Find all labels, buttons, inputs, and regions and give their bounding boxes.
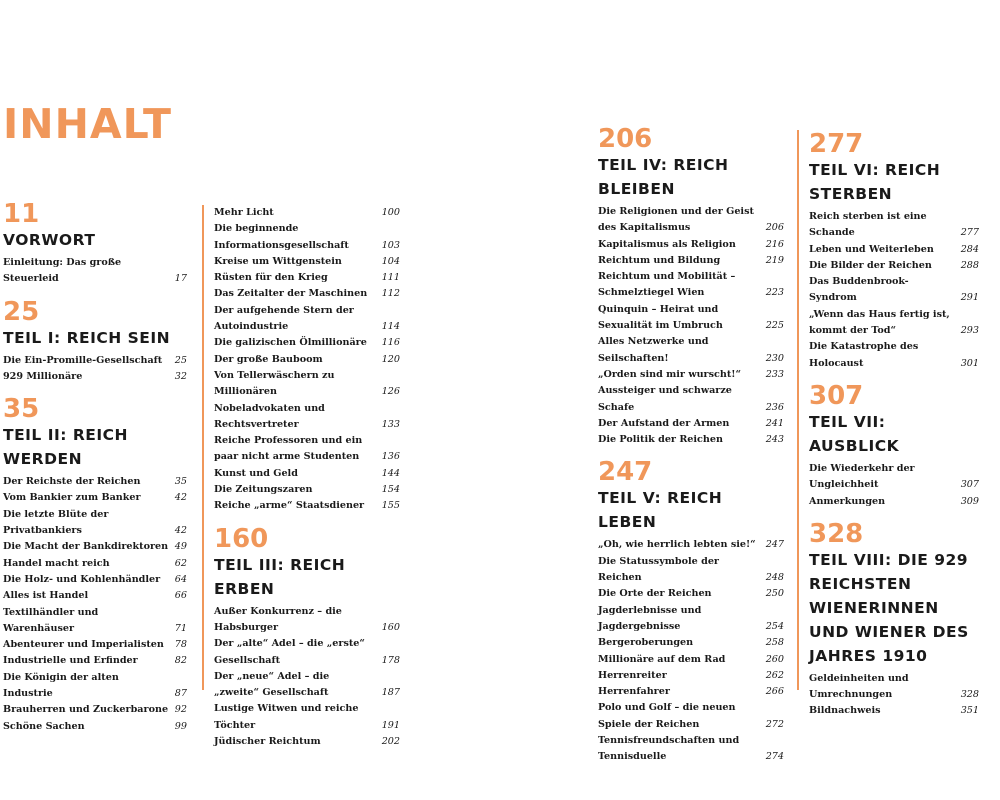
toc-entry-title: Die galizischen Ölmillionäre — [214, 337, 367, 349]
toc-entry-page: 293 — [960, 325, 979, 337]
toc-entry-title: Das Buddenbrook-Syndrom — [809, 276, 909, 304]
toc-entry-page: 216 — [765, 238, 784, 250]
toc-entry-page: 100 — [381, 207, 400, 218]
toc-entry-title: Die Wiederkehr der Ungleichheit — [809, 462, 915, 491]
toc-entry-page: 250 — [765, 588, 784, 600]
section-title: TEIL V: REICH LEBEN — [598, 489, 723, 532]
toc-entry-page: 219 — [765, 254, 784, 266]
toc-entry-title: 929 Millionäre — [3, 370, 83, 382]
toc-entry-page: 99 — [174, 720, 187, 732]
toc-entry-title: Das Zeitalter der Maschinen — [214, 288, 368, 300]
toc-entry[interactable] — [3, 255, 187, 288]
toc-entry-title: Jagderlebnisse und Jagdergebnisse — [598, 604, 702, 632]
toc-entry-page: 17 — [174, 273, 187, 285]
toc-section — [3, 200, 187, 288]
toc-entry-page: 241 — [765, 417, 784, 429]
toc-entry[interactable] — [3, 670, 187, 703]
section-page-number: 25 — [3, 296, 40, 327]
section-title: TEIL II: REICH WERDEN — [3, 426, 128, 469]
toc-entry-title: Herrenfahrer — [598, 686, 670, 698]
toc-column-1 — [3, 200, 187, 745]
toc-entry-page: 262 — [765, 669, 784, 681]
toc-entry[interactable] — [598, 586, 784, 602]
toc-entry-title: Anmerkungen — [809, 495, 886, 507]
section-title: TEIL VI: REICH STERBEN — [809, 161, 941, 203]
toc-section — [809, 382, 979, 510]
toc-entry-title: Der große Bauboom — [214, 353, 323, 365]
toc-entry[interactable] — [214, 221, 400, 254]
toc-entry-page: 258 — [765, 637, 784, 649]
toc-entry[interactable] — [3, 556, 187, 572]
toc-entry-page: 62 — [174, 557, 187, 569]
toc-entry[interactable] — [598, 253, 784, 269]
toc-section — [214, 205, 400, 515]
toc-entry[interactable] — [598, 383, 784, 416]
toc-entry[interactable] — [598, 684, 784, 700]
toc-entry[interactable] — [3, 653, 187, 669]
toc-entry-title: Der aufgehende Stern der Autoindustrie — [214, 304, 354, 333]
toc-entry[interactable] — [598, 367, 784, 383]
toc-entry-title: Kreise um Wittgenstein — [214, 255, 342, 267]
toc-entry-title: Leben und Weiterleben — [809, 243, 934, 255]
toc-entry[interactable] — [214, 368, 400, 401]
toc-entry-title: Lustige Witwen und reiche Töchter — [214, 703, 359, 731]
toc-entry-title: Herrenreiter — [598, 669, 667, 681]
toc-column-4 — [797, 129, 979, 717]
toc-entry[interactable] — [3, 539, 187, 555]
toc-entry-page: 274 — [765, 751, 784, 763]
toc-entry[interactable] — [598, 554, 784, 587]
toc-entry[interactable] — [214, 482, 400, 498]
toc-entry[interactable] — [598, 652, 784, 668]
toc-entry[interactable] — [809, 307, 979, 340]
toc-entry[interactable] — [809, 703, 979, 719]
toc-entry-title: Die Zeitungszaren — [214, 484, 313, 496]
toc-entry[interactable] — [214, 734, 400, 750]
toc-entry-page: 111 — [381, 272, 400, 284]
toc-entry-title: Außer Konkurrenz – die Habsburger — [214, 605, 342, 633]
toc-entry-page: 112 — [381, 288, 400, 300]
toc-entry-page: 155 — [381, 500, 400, 512]
toc-entry-title: Die Orte der Reichen — [598, 588, 712, 600]
toc-entry-page: 92 — [174, 704, 187, 716]
toc-entry-title: Der Aufstand der Armen — [598, 417, 730, 429]
toc-entry-page: 225 — [765, 320, 784, 332]
toc-section — [809, 520, 979, 720]
toc-entry-page: 42 — [174, 525, 187, 537]
toc-entry[interactable] — [598, 668, 784, 684]
toc-entry-title: Bergeroberungen — [598, 637, 694, 649]
toc-entry-title: Die Königin der alten Industrie — [3, 671, 119, 700]
toc-entry[interactable] — [3, 719, 187, 735]
toc-entry[interactable] — [809, 274, 979, 307]
toc-entry[interactable] — [598, 416, 784, 432]
toc-section — [3, 298, 187, 386]
toc-entry-page: 104 — [381, 255, 400, 267]
toc-entry-page: 206 — [765, 222, 784, 234]
toc-entry[interactable] — [3, 637, 187, 653]
toc-entry-page: 260 — [765, 653, 784, 665]
toc-entry-title: Polo und Golf – die neuen Spiele der Reichen — [598, 702, 736, 730]
section-title: TEIL I: REICH SEIN — [3, 328, 171, 347]
toc-entry-title: Kunst und Geld — [214, 467, 298, 479]
toc-entry[interactable] — [598, 733, 784, 766]
toc-entry-title: Reichtum und Bildung — [598, 254, 721, 266]
toc-entry[interactable] — [809, 671, 979, 704]
toc-entry-title: Der „neue“ Adel – die „zweite“ Gesellschaft — [214, 670, 330, 699]
toc-entry-title: Schöne Sachen — [3, 720, 85, 732]
toc-entry[interactable] — [214, 604, 400, 637]
toc-entry-title: Abenteurer und Imperialisten — [3, 639, 164, 651]
toc-entry[interactable] — [809, 339, 979, 372]
toc-entry-title: Industrielle und Erfinder — [3, 655, 138, 667]
toc-section — [598, 125, 784, 448]
toc-entry-title: Die Statussymbole der Reichen — [598, 555, 719, 584]
section-page-number: 277 — [809, 129, 864, 159]
toc-entry-title: „Orden sind mir wurscht!“ — [598, 368, 741, 380]
toc-entry[interactable] — [598, 635, 784, 651]
toc-entry-page: 223 — [765, 287, 784, 299]
toc-entry-page: 266 — [765, 686, 784, 698]
toc-entry-title: „Oh, wie herrlich lebten sie!“ — [598, 539, 756, 551]
toc-entry[interactable] — [809, 494, 979, 510]
section-page-number: 247 — [598, 457, 653, 488]
toc-entry-page: 301 — [960, 357, 979, 369]
toc-entry-title: Die Katastrophe des Holocaust — [809, 341, 919, 369]
toc-entry-title: Tennisfreundschaften und Tennisduelle — [598, 735, 740, 763]
toc-entry-page: 120 — [381, 353, 400, 365]
toc-entry-title: Der Reichste der Reichen — [3, 476, 141, 488]
toc-section — [809, 130, 979, 372]
toc-entry-title: Rüsten für den Krieg — [214, 272, 328, 284]
toc-entry[interactable] — [809, 258, 979, 274]
toc-entry-page: 144 — [381, 467, 400, 479]
toc-entry-title: Einleitung: Das große Steuerleid — [3, 257, 122, 285]
toc-entry-page: 42 — [174, 492, 187, 504]
toc-entry[interactable] — [3, 605, 187, 638]
toc-entry[interactable] — [214, 433, 400, 466]
toc-entry-title: Handel macht reich — [3, 557, 110, 569]
section-page-number: 11 — [3, 199, 40, 229]
toc-entry-page: 133 — [381, 418, 400, 430]
toc-entry-title: Alles ist Handel — [3, 590, 89, 602]
toc-entry-page: 87 — [174, 688, 187, 700]
toc-entry[interactable] — [214, 636, 400, 669]
toc-entry-title: Quinquin – Heirat und Sexualität im Umbruch — [598, 303, 723, 332]
toc-entry-page: 243 — [765, 434, 784, 446]
toc-entry[interactable] — [214, 286, 400, 302]
section-title: TEIL IV: REICH BLEIBEN — [598, 156, 729, 198]
toc-entry[interactable] — [598, 204, 784, 237]
toc-entry[interactable] — [214, 303, 400, 336]
toc-entry-title: Der „alte“ Adel – die „erste“ Gesellschaft — [214, 638, 365, 666]
toc-entry-title: Alles Netzwerke und Seilschaften! — [598, 336, 709, 364]
toc-entry-title: Brauherren und Zuckerbarone — [3, 704, 169, 716]
toc-entry-page: 309 — [960, 495, 979, 507]
toc-entry[interactable] — [214, 401, 400, 434]
toc-entry-page: 277 — [960, 227, 979, 239]
toc-entry-title: Die Ein-Promille-Gesellschaft — [3, 354, 163, 366]
toc-entry-title: Die Macht der Bankdirektoren — [3, 541, 169, 553]
toc-entry-page: 64 — [174, 573, 187, 585]
toc-entry-page: 248 — [765, 572, 784, 584]
toc-entry-page: 202 — [381, 736, 400, 748]
section-page-number: 328 — [809, 518, 864, 549]
toc-entry-page: 291 — [960, 292, 979, 304]
toc-entry[interactable] — [214, 466, 400, 482]
toc-entry-page: 191 — [381, 719, 400, 731]
toc-entry[interactable] — [3, 474, 187, 490]
toc-entry-page: 254 — [765, 620, 784, 632]
toc-entry-page: 78 — [174, 639, 187, 651]
toc-entry-title: Mehr Licht — [214, 207, 274, 218]
toc-entry[interactable] — [214, 335, 400, 351]
toc-entry[interactable] — [214, 669, 400, 702]
toc-entry[interactable] — [598, 537, 784, 553]
toc-entry-title: Reich sterben ist eine Schande — [809, 211, 927, 239]
toc-entry[interactable] — [3, 369, 187, 385]
toc-entry[interactable] — [598, 603, 784, 636]
toc-entry-page: 328 — [960, 689, 979, 701]
toc-entry-title: Nobeladvokaten und Rechtsvertreter — [214, 402, 325, 430]
toc-entry-page: 187 — [381, 687, 400, 699]
toc-entry[interactable] — [214, 254, 400, 270]
toc-entry-page: 32 — [174, 370, 187, 382]
toc-entry-page: 236 — [765, 401, 784, 413]
toc-entry-page: 272 — [765, 718, 784, 730]
toc-entry-title: Reichtum und Mobilität – Schmelztiegel Wien — [598, 271, 736, 299]
toc-entry[interactable] — [809, 242, 979, 258]
toc-entry-title: Geldeinheiten und Umrechnungen — [809, 672, 909, 701]
section-title: TEIL VIII: DIE 929 REICHSTEN WIENERINNEN UND WIENER DES JAHRES 1910 — [809, 550, 969, 665]
section-page-number: 35 — [3, 394, 40, 425]
toc-entry-page: 160 — [381, 621, 400, 633]
section-page-number: 160 — [214, 523, 269, 554]
toc-entry-page: 136 — [381, 451, 400, 463]
toc-section — [214, 525, 400, 751]
toc-entry-page: 154 — [381, 484, 400, 496]
toc-entry[interactable] — [214, 352, 400, 368]
toc-entry-title: Die beginnende Informationsgesellschaft — [214, 223, 349, 251]
toc-entry-title: Die Holz- und Kohlenhändler — [3, 573, 161, 585]
toc-entry-page: 25 — [174, 354, 187, 366]
toc-entry-page: 103 — [381, 239, 400, 251]
toc-entry[interactable] — [598, 237, 784, 253]
section-title: TEIL III: REICH ERBEN — [214, 555, 346, 598]
toc-entry[interactable] — [598, 432, 784, 448]
toc-entry-title: Die Politik der Reichen — [598, 434, 723, 446]
toc-entry[interactable] — [809, 461, 979, 494]
toc-entry[interactable] — [3, 588, 187, 604]
toc-entry-page: 126 — [381, 386, 400, 398]
toc-entry-title: Textilhändler und Warenhäuser — [3, 606, 99, 634]
toc-entry-page: 288 — [960, 259, 979, 271]
toc-entry[interactable] — [3, 507, 187, 540]
toc-entry-page: 82 — [174, 655, 187, 667]
toc-entry[interactable] — [214, 205, 400, 221]
toc-entry[interactable] — [598, 269, 784, 302]
toc-entry-title: Millionäre auf dem Rad — [598, 653, 726, 665]
toc-entry-page: 230 — [765, 352, 784, 364]
section-title: VORWORT — [3, 231, 96, 249]
toc-entry[interactable] — [3, 353, 187, 369]
toc-entry-page: 116 — [381, 337, 400, 349]
toc-entry-page: 114 — [381, 321, 400, 333]
toc-section — [3, 395, 187, 735]
toc-entry-page: 284 — [960, 243, 979, 255]
toc-entry-page: 247 — [765, 539, 784, 551]
toc-entry[interactable] — [598, 302, 784, 335]
toc-entry[interactable] — [214, 701, 400, 734]
toc-entry-title: Die Religionen und der Geist des Kapitalismus — [598, 206, 754, 234]
toc-entry[interactable] — [214, 270, 400, 286]
toc-entry-page: 66 — [174, 590, 187, 602]
toc-entry-page: 307 — [960, 479, 979, 491]
toc-entry[interactable] — [598, 700, 784, 733]
toc-entry[interactable] — [214, 498, 400, 514]
toc-entry-title: Jüdischer Reichtum — [214, 736, 321, 748]
section-page-number: 307 — [809, 380, 864, 411]
section-page-number: 206 — [598, 124, 653, 154]
toc-section — [598, 458, 784, 765]
toc-entry-title: Reiche „arme“ Staatsdiener — [214, 500, 365, 512]
toc-entry-title: „Wenn das Haus fertig ist, kommt der Tod“ — [809, 308, 950, 337]
toc-entry-title: Aussteiger und schwarze Schafe — [598, 385, 732, 413]
toc-entry-title: Die Bilder der Reichen — [809, 259, 932, 271]
toc-entry[interactable] — [3, 490, 187, 506]
toc-entry-page: 49 — [174, 541, 187, 553]
toc-entry-title: Die letzte Blüte der Privatbankiers — [3, 508, 109, 537]
toc-entry[interactable] — [3, 702, 187, 718]
toc-column-3 — [598, 125, 784, 776]
toc-entry-page: 35 — [174, 476, 187, 488]
toc-entry-title: Kapitalismus als Religion — [598, 238, 736, 250]
toc-entry[interactable] — [3, 572, 187, 588]
toc-entry-page: 178 — [381, 654, 400, 666]
toc-column-2 — [202, 205, 400, 748]
toc-entry-title: Bildnachweis — [809, 705, 881, 717]
toc-entry[interactable] — [809, 209, 979, 242]
toc-entry-title: Reiche Professoren und ein paar nicht arme Studenten — [214, 435, 363, 463]
toc-entry-title: Von Tellerwäschern zu Millionären — [214, 369, 335, 398]
toc-entry[interactable] — [598, 334, 784, 367]
toc-entry-title: Vom Bankier zum Banker — [3, 492, 141, 504]
page-title: INHALT — [3, 100, 172, 148]
section-title: TEIL VII: AUSBLICK — [809, 412, 900, 455]
toc-entry-page: 233 — [765, 368, 784, 380]
toc-entry-page: 71 — [174, 622, 187, 634]
toc-entry-page: 351 — [960, 705, 979, 717]
